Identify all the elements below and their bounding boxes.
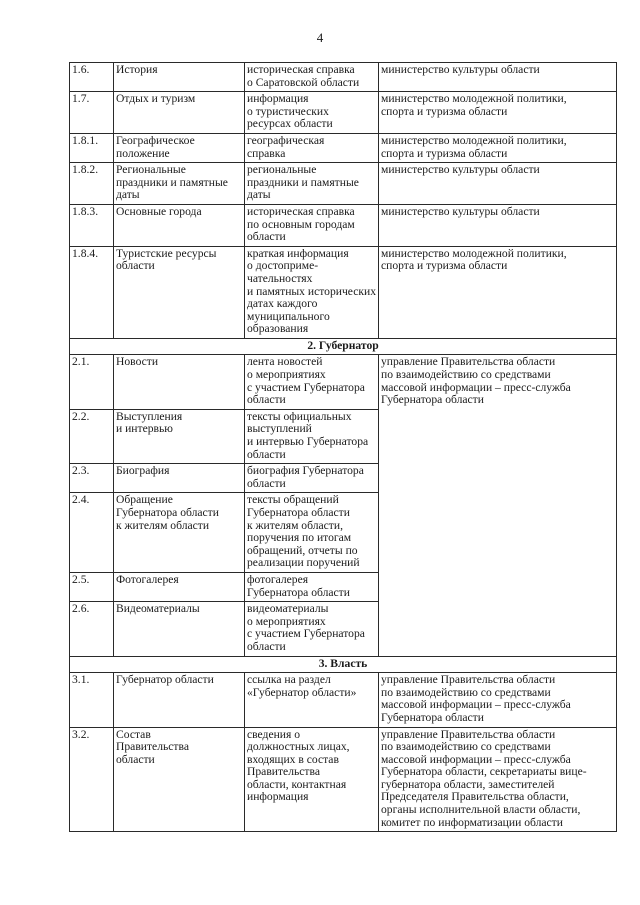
table-row: [70, 727, 617, 832]
row-number: 1.8.1.: [70, 133, 114, 162]
row-name: Туристские ресурсы области: [114, 246, 245, 338]
row-content: региональные праздники и памятные даты: [245, 163, 379, 205]
row-name: Выступления и интервью: [114, 409, 245, 463]
row-content: фотогалерея Губернатора области: [245, 572, 379, 601]
row-responsible: министерство культуры области: [379, 63, 617, 92]
row-number: 3.1.: [70, 673, 114, 727]
section-title-power: 3. Власть: [70, 656, 617, 673]
row-number: 1.7.: [70, 92, 114, 134]
row-name: Состав Правительства области: [114, 727, 245, 832]
row-number: 2.1.: [70, 355, 114, 409]
row-responsible: министерство культуры области: [379, 163, 617, 205]
table-row: [70, 133, 617, 162]
row-name: История: [114, 63, 245, 92]
row-responsible: министерство молодежной политики, спорта и туризма области: [379, 246, 617, 338]
row-name: Биография: [114, 464, 245, 493]
row-name: Основные города: [114, 204, 245, 246]
section-title-governor: 2. Губернатор: [70, 338, 617, 355]
row-name: Обращение Губернатора области к жителям области: [114, 493, 245, 573]
section-header-row: [70, 656, 617, 673]
page-number: 4: [316, 30, 324, 45]
row-content: географическая справка: [245, 133, 379, 162]
row-name: Новости: [114, 355, 245, 409]
row-content: сведения о должностных лицах, входящих в состав Правительства области, контактная информация: [245, 727, 379, 832]
row-number: 1.6.: [70, 63, 114, 92]
table-row: [70, 246, 617, 338]
row-number: 2.3.: [70, 464, 114, 493]
section-header-row: [70, 338, 617, 355]
row-content: информация о туристических ресурсах области: [245, 92, 379, 134]
row-responsible: управление Правительства области по взаимодействию со средствами массовой информации – пресс-служба Губернатора области, секретариаты вице- губернатора области, заместителей Председателя Правительства области, органы исполнительной власти области, комитет по информатизации области: [379, 727, 617, 832]
table-row: [70, 204, 617, 246]
row-responsible: министерство культуры области: [379, 204, 617, 246]
row-number: 2.6.: [70, 602, 114, 656]
row-name: Губернатор области: [114, 673, 245, 727]
table-row: [70, 92, 617, 134]
row-number: 2.5.: [70, 572, 114, 601]
row-number: 1.8.2.: [70, 163, 114, 205]
row-number: 2.4.: [70, 493, 114, 573]
table-row: [70, 673, 617, 727]
row-content: тексты официальных выступлений и интервью Губернатора области: [245, 409, 379, 463]
row-number: 1.8.3.: [70, 204, 114, 246]
row-content: историческая справка о Саратовской области: [245, 63, 379, 92]
row-name: Отдых и туризм: [114, 92, 245, 134]
row-name: Географическое положение: [114, 133, 245, 162]
row-name: Видеоматериалы: [114, 602, 245, 656]
table-row: [70, 63, 617, 92]
section2-responsible: управление Правительства области по взаимодействию со средствами массовой информации – пресс-служба Губернатора области: [379, 355, 617, 656]
row-responsible: министерство молодежной политики, спорта и туризма области: [379, 133, 617, 162]
row-content: видеоматериалы о мероприятиях с участием Губернатора области: [245, 602, 379, 656]
row-name: Фотогалерея: [114, 572, 245, 601]
table-row: [70, 355, 617, 409]
row-content: историческая справка по основным городам области: [245, 204, 379, 246]
row-number: 1.8.4.: [70, 246, 114, 338]
row-content: тексты обращений Губернатора области к жителям области, поручения по итогам обращений, отчеты по реализации поручений: [245, 493, 379, 573]
content-table: [69, 62, 617, 832]
row-number: 3.2.: [70, 727, 114, 832]
table-row: [70, 163, 617, 205]
row-number: 2.2.: [70, 409, 114, 463]
row-responsible: министерство молодежной политики, спорта и туризма области: [379, 92, 617, 134]
row-content: лента новостей о мероприятиях с участием Губернатора области: [245, 355, 379, 409]
row-content: краткая информация о достоприме- чательностях и памятных исторических датах каждого муниципального образования: [245, 246, 379, 338]
row-content: биография Губернатора области: [245, 464, 379, 493]
row-content: ссылка на раздел «Губернатор области»: [245, 673, 379, 727]
row-name: Региональные праздники и памятные даты: [114, 163, 245, 205]
row-responsible: управление Правительства области по взаимодействию со средствами массовой информации – пресс-служба Губернатора области: [379, 673, 617, 727]
